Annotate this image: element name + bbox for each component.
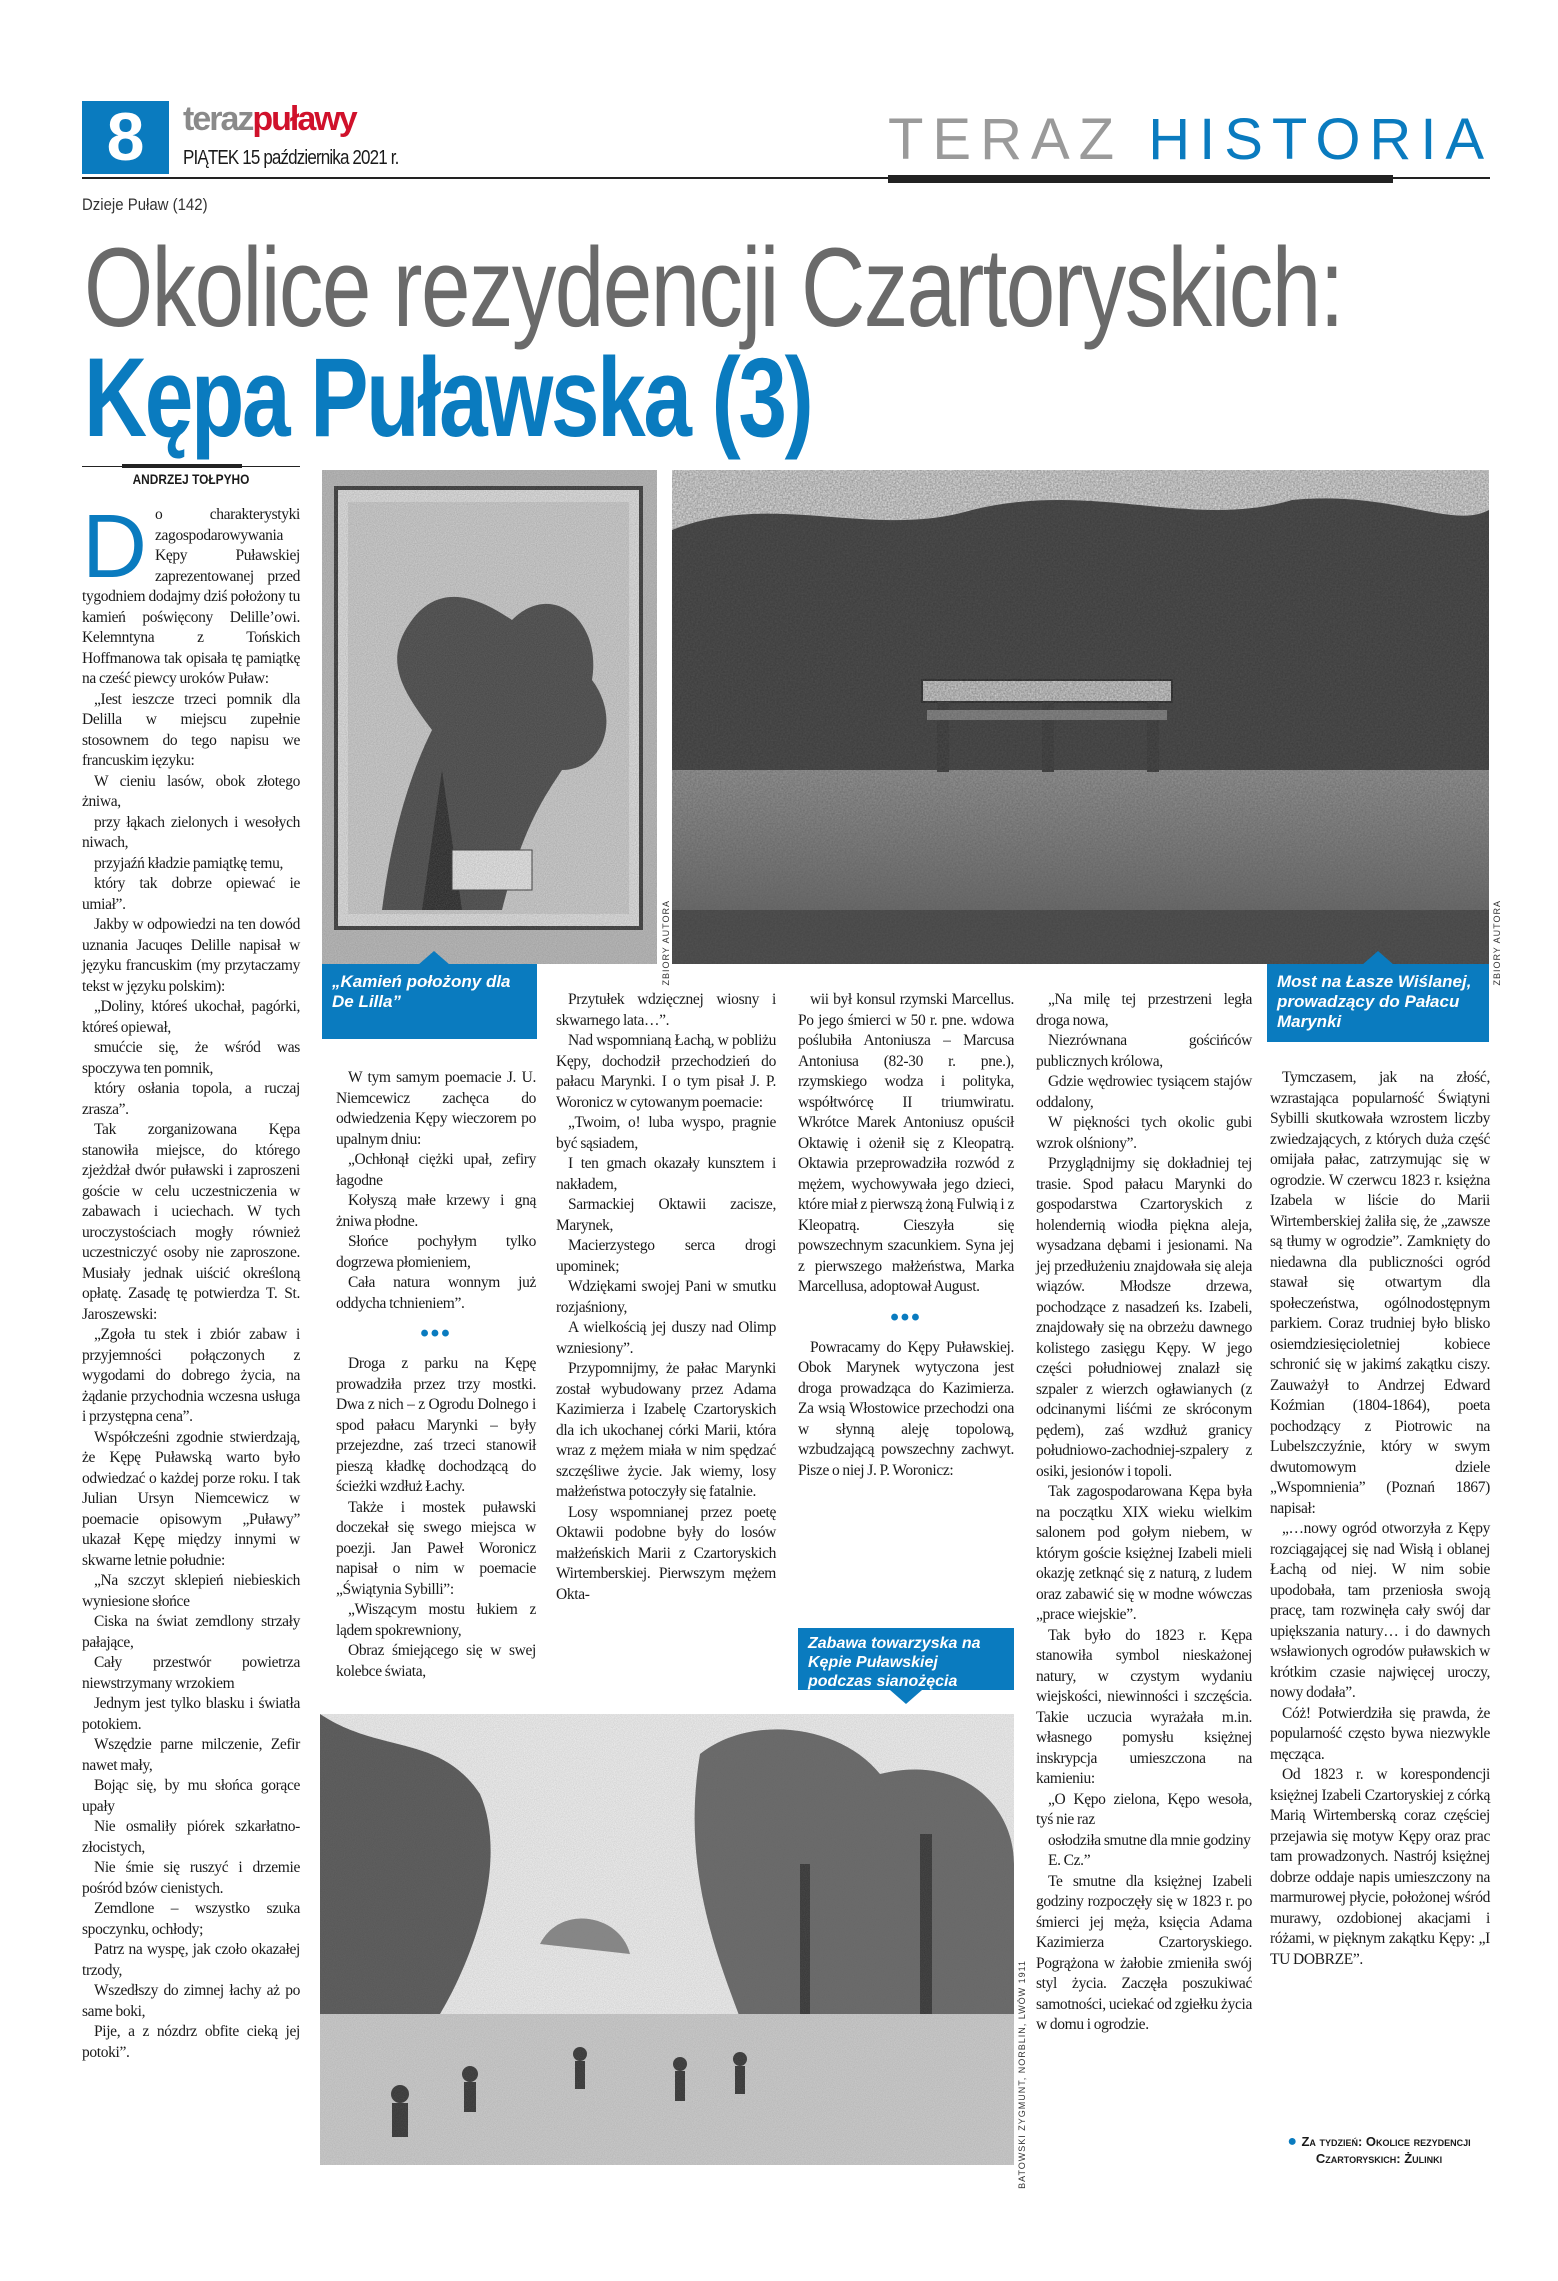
article-paragraph: przy łąkach zielonych i wesołych niwach, bbox=[82, 813, 300, 851]
article-paragraph: Wszędzie parne milczenie, Zefir nawet mały, bbox=[82, 1736, 300, 1774]
engraving-image bbox=[320, 1714, 1014, 2165]
article-paragraph: smućcie się, że wśród was spoczywa ten pomnik, bbox=[82, 1039, 300, 1077]
photo-caption: „Kamień położony dla De Lilla” bbox=[322, 964, 537, 1039]
photo-credit: ZBIORY AUTORA bbox=[1492, 900, 1502, 986]
article-paragraph: Patrz na wyspę, jak czoło okazałej trzody, bbox=[82, 1941, 300, 1979]
article-paragraph: „Doliny, któreś ukochał, pagórki, któreś opiewał, bbox=[82, 998, 300, 1036]
article-paragraph: Nie śmie się ruszyć i drzemie pośród bzów cienistych. bbox=[82, 1859, 300, 1897]
next-week-text: Za tydzień: Okolice rezydencji Czartoryskich: Żulinki bbox=[1301, 2134, 1471, 2166]
article-paragraph: Nie osmaliły piórek szkarłatno-złocistych, bbox=[82, 1818, 300, 1856]
section-separator: ••• bbox=[420, 1320, 452, 1347]
article-paragraph: który osłania topola, a ruczaj zrasza”. bbox=[82, 1080, 300, 1118]
headline-line1: Okolice rezydencji Czartoryskich: bbox=[84, 225, 1343, 350]
article-paragraph: Cóż! Potwierdziła się prawda, że popularność często bywa niezwykle męcząca. bbox=[1270, 1704, 1490, 1763]
article-paragraph: Ciska na świat zemdlony strzały pałające, bbox=[82, 1613, 300, 1651]
article-paragraph: Tak było do 1823 r. Kępa stanowiła symbol nieskażonej natury, w czystym wydaniu wiejskości, niewinności i szczęścia. Takie uczucia wyrażała m.in. własnego pomysłu księżnej inskrypcja umieszczona na kamieniu: bbox=[1036, 1626, 1252, 1787]
next-week-teaser bbox=[1268, 2133, 1490, 2167]
article-paragraph: Nad wspomnianą Łachą, w pobliżu Kępy, dochodził przechodzień do pałacu Marynki. I o tym pisał J. P. Woronicz w cytowanym poemacie: bbox=[556, 1032, 776, 1111]
article-paragraph: Powracamy do Kępy Puławskiej. Obok Marynek wytyczona jest droga prowadząca do Kazimierza. Za wsią Włostowice przechodzi ona w słynną aleję topolową, wzbudzającą powszechny zachwyt. Pisze o niej J. P. Woronicz: bbox=[798, 1338, 1014, 1479]
section-part1: TERAZ bbox=[888, 107, 1124, 172]
article-paragraph: „Ochłonął ciężki upał, zefiry łagodne bbox=[336, 1151, 536, 1189]
issue-date: PIĄTEK 15 października 2021 r. bbox=[183, 147, 399, 169]
article-paragraph: Tymczasem, jak na złość, wzrastająca popularność Świątyni Sybilli skutkowała wzrostem liczby zwiedzających, z których duża część omijała pałac, zatrzymując się w ogrodzie. W czerwcu 1823 r. księżna Izabela w liście do Marii Wirtemberskiej żaliła się, że „zawsze są tłumy w ogrodzie”. Zamknięty do niedawna dla publiczności ogród stawał się otwartym dla społeczeństwa, ogólnodostępnym parkiem. Coraz trudniej było blisko osiemdziesięcioletniej kobiece schronić się w jakimś zakątku ciszy. Zauważył to Andrzej Edward Koźmian (1804-1864), poeta pochodzący z Piotrowic na Lubelszczyźnie, który w swym dwutomowym dziele „Wspomnienia” (Poznań 1867) napisał: bbox=[1270, 1069, 1490, 1517]
article-column-5 bbox=[1036, 990, 1252, 2036]
article-paragraph: Także i mostek puławski doczekał się swego miejsca w poezji. Jan Paweł Woronicz napisał o nim w poemacie „Świątynia Sybilli”: bbox=[336, 1498, 536, 1598]
article-paragraph: „Wiszącym mostu łukiem z lądem spokrewniony, bbox=[336, 1601, 536, 1639]
bridge-image bbox=[672, 470, 1489, 964]
article-paragraph: W cieniu lasów, obok złotego żniwa, bbox=[82, 772, 300, 810]
article-paragraph: Słońce pochyłym tylko dogrzewa płomieniem, bbox=[336, 1233, 536, 1271]
page-number: 8 bbox=[82, 101, 169, 174]
article-paragraph: Obraz śmiejącego się w swej kolebce świata, bbox=[336, 1642, 536, 1680]
article-paragraph: „Twoim, o! luba wyspo, pragnie być sąsiadem, bbox=[556, 1114, 776, 1152]
article-paragraph: W tym samym poemacie J. U. Niemcewicz zachęca do odwiedzenia Kępy wieczorem po upalnym dniu: bbox=[336, 1069, 536, 1148]
article-paragraph: Te smutne dla księżnej Izabeli godziny rozpoczęły się w 1823 r. po śmierci jej męża, księcia Adama Kazimierza Czartoryskiego. Pogrążona w żałobie zmieniła swój styl życia. Zaczęła poszukiwać samotności, uciekać od zgiełku życia w domu i ogrodzie. bbox=[1036, 1872, 1252, 2033]
article-paragraph: Bojąc się, by mu słońca gorące upały bbox=[82, 1777, 300, 1815]
brand-part1: teraz bbox=[183, 100, 253, 138]
article-paragraph: Wdziękami swojej Pani w smutku rozjaśniony, bbox=[556, 1278, 776, 1316]
article-paragraph: przyjaźń kładzie pamiątkę temu, bbox=[94, 854, 284, 872]
article-paragraph: Niezrównana gościńców publicznych królowa, bbox=[1036, 1032, 1252, 1070]
article-paragraph: który tak dobrze opiewać ie umiał”. bbox=[82, 875, 300, 913]
bullet-icon: ● bbox=[1287, 2133, 1302, 2150]
article-paragraph: „O Kępo zielona, Kępo wesoła, tyś nie raz bbox=[1036, 1790, 1252, 1828]
series-label: Dzieje Puław (142) bbox=[82, 195, 208, 214]
section-separator: ••• bbox=[890, 1303, 922, 1331]
article-paragraph: Droga z parku na Kępę prowadziła przez trzy mostki. Dwa z nich – z Ogrodu Dolnego i spod pałacu Marynki – były przejezdne, zaś trzeci stanowił pieszą kładkę dochodzącą do ścieżki wzdłuż Łachy. bbox=[336, 1355, 536, 1495]
article-column-3 bbox=[556, 990, 776, 1605]
article-paragraph: wii był konsul rzymski Marcellus. Po jego śmierci w 50 r. pne. wdowa poślubiła Antoniusza – Marcusa Antoniusa (82-30 r. pne.), rzymskiego wodza i polityka, współtwórcę II triumwiratu. Wkrótce Marek Antoniusz opuścił Oktawię i ożenił się z Kleopatrą. Oktawia przeprowadziła rozwód z mężem, wychowywała jego dzieci, które miał z pierwszą żoną Fulwią i z Kleopatrą. Cieszyła się powszechnym szacunkiem. Syna jej z pierwszego małżeństwa, Marka Marcellusa, adoptował August. bbox=[798, 991, 1014, 1295]
caption-pointer bbox=[1362, 951, 1394, 965]
brand-logo bbox=[183, 100, 356, 139]
article-paragraph: Cała natura wonnym już oddycha tchnieniem”. bbox=[336, 1274, 536, 1312]
article-paragraph: Od 1823 r. w korespondencji księżnej Izabeli Czartoryskiej z córką Marią Wirtemberską coraz częściej przejawia się motyw Kępy oraz prac tam prowadzonych. Nastrój księżnej dobrze oddaje napis umieszczony na marmurowej płycie, położonej wśród murawy, ozdobionej akacjami i różami, w pięknym zakątku Kępy: „I TU DOBRZE”. bbox=[1270, 1766, 1490, 1968]
article-column-6 bbox=[1270, 1068, 1490, 1970]
section-title bbox=[888, 106, 1493, 173]
article-paragraph: Współcześni zgodnie stwierdzają, że Kępę Puławską warto było odwiedzać o każdej porze roku. I tak Julian Ursyn Niemcewicz w poemacie opisowym „Puławy” ukazał Kępę między innymi w skwarne letnie południe: bbox=[82, 1428, 300, 1569]
article-paragraph: Losy wspomnianej przez poetę Oktawii podobne były do losów małżeńskich Marii z Czartoryskich Wirtemberskiej. Pierwszym mężem Okta- bbox=[556, 1503, 776, 1603]
article-paragraph: Cały przestwór powietrza niewstrzymany wrzokiem bbox=[82, 1654, 300, 1692]
article-paragraph: Przytułek wdzięcznej wiosny i skwarnego lata…”. bbox=[556, 991, 776, 1029]
photo-delille-stone bbox=[322, 470, 657, 964]
caption-pointer bbox=[418, 951, 450, 965]
article-paragraph: Jednym jest tylko blasku i światła potokiem. bbox=[82, 1695, 300, 1733]
article-paragraph: „Na szczyt sklepień niebieskich wyniesione słońce bbox=[82, 1572, 300, 1610]
article-paragraph: Jakby w odpowiedzi na ten dowód uznania Jacuqes Delille napisał w języku francuskim (my przytaczamy tekst w języku polskim): bbox=[82, 916, 300, 995]
photo-credit: BATOWSKI ZYGMUNT, NORBLIN, LWÓW 1911 bbox=[1017, 1960, 1027, 2189]
section-part2: HISTORIA bbox=[1148, 107, 1494, 172]
article-paragraph: E. Cz.” bbox=[1048, 1852, 1091, 1869]
article-paragraph: Kołyszą małe krzewy i gną żniwa płodne. bbox=[336, 1192, 536, 1230]
article-paragraph: Zemdlone – wszystko szuka spoczynku, ochłody; bbox=[82, 1900, 300, 1938]
caption-pointer bbox=[890, 1690, 922, 1704]
article-paragraph: Tak zorganizowana Kępa stanowiła miejsce, do którego zjeżdżał dwór puławski i zaproszeni goście w celu uczestniczenia w zabawach i uciechach. W tych uroczystościach mogły również uczestniczyć osoby nie zaproszone. Musiały jednak uiścić określoną opłatę. Zasadę tę potwierdza T. St. Jaroszewski: bbox=[82, 1121, 300, 1323]
article-paragraph: A wielkością jej duszy nad Olimp wzniesiony”. bbox=[556, 1319, 776, 1357]
photo-meadow-party bbox=[320, 1714, 1014, 2165]
article-paragraph: Przypomnijmy, że pałac Marynki został wybudowany przez Adama Kazimierza i Izabelę Czartoryskich dla ich ukochanej córki Marii, która wraz z mężem miała w nim spędzać szczęśliwe życie. Jak wiemy, losy małżeństwa potoczyły się fatalnie. bbox=[556, 1360, 776, 1500]
article-column-2 bbox=[336, 1068, 536, 1682]
brand-part2: puławy bbox=[252, 100, 356, 138]
article-paragraph: Wszedłszy do zimnej łachy aż po same boki, bbox=[82, 1982, 300, 2020]
article-paragraph: Pije, a z nózdrz obfite cieką jej potoki”. bbox=[82, 2023, 300, 2061]
photo-caption: Zabawa towarzyska na Kępie Puławskiej podczas sianożęcia bbox=[798, 1628, 1014, 1690]
headline-line2: Kępa Puławska (3) bbox=[84, 335, 812, 460]
section-underline bbox=[888, 175, 1393, 183]
article-paragraph: o charakterystyki zagospodarowywania Kępy Puławskiej zaprezentowanej przed tygodniem dodajmy dziś położony tu kamień poświęcony Delille’owi. Kelemntyna z Tońskich Hoffmanowa tak opisała tę pamiątkę na cześć piewcy uroków Puław: bbox=[82, 506, 300, 687]
article-paragraph: I ten gmach okazały kunsztem i nakładem, bbox=[556, 1155, 776, 1193]
article-column-4 bbox=[798, 990, 1014, 1481]
article-paragraph: osłodziła smutne dla mnie godziny bbox=[1048, 1831, 1251, 1849]
engraving-image bbox=[322, 470, 657, 964]
article-paragraph: „…nowy ogród otworzyła z Kępy rozciągającej się nad Wisłą i oblanej Łachą od niej. W nim sobie upodobała, tam przeniosła swoją pracę, tam rozwinęła cały swój dar upiększania natury… i do dawnych wsławionych ogrodów puławskich w krótkim czasie najwięcej uroczy, nowy dodała”. bbox=[1270, 1520, 1490, 1701]
photo-bridge bbox=[672, 470, 1489, 964]
article-paragraph: Gdzie wędrowiec tysiącem stajów oddalony, bbox=[1036, 1073, 1252, 1111]
photo-credit: ZBIORY AUTORA bbox=[661, 900, 671, 986]
article-paragraph: „Zgoła tu stek i zbiór zabaw i przyjemności połączonych z wygodami do dobrego życia, na żądanie przychodnia wczesna usługa i przystępna cena”. bbox=[82, 1326, 300, 1425]
article-paragraph: Macierzystego serca drogi upominek; bbox=[556, 1237, 776, 1275]
article-column-1 bbox=[82, 497, 300, 2063]
article-paragraph: „Iest ieszcze trzeci pomnik dla Delilla w miejscu zupełnie stosownem do tego napisu we francuskim ięzyku: bbox=[82, 690, 300, 769]
photo-caption: Most na Łasze Wiślanej, prowadzący do Pałacu Marynki bbox=[1267, 964, 1489, 1042]
article-paragraph: Przyglądnijmy się dokładniej tej trasie. Spod pałacu Marynki do gospodarstwa Czartoryskich z holendernią wiodła piękna aleja, wysadzana dębami i jesionami. Na jej przedłużeniu znajdowała się aleja wiązów. Młodsze drzewa, pochodzące z nasadzeń ks. Izabeli, znajdowały się na obrzeżu dawnego kolistego zasięgu Kępy. W jego części południowej znalazł się szpaler z wierzch ogławianych (z odcinanymi liśćmi ze skróconym pędem), zaś wzdłuż granicy południowo-zachodniej-szpalery z osiki, jesionów i topoli. bbox=[1036, 1155, 1252, 1480]
drop-cap: D bbox=[82, 497, 147, 597]
author-byline: ANDRZEJ TOŁPYHO bbox=[132, 471, 250, 487]
article-paragraph: „Na milę tej przestrzeni legła droga nowa, bbox=[1036, 991, 1252, 1029]
author-rule-accent bbox=[122, 464, 242, 468]
article-paragraph: W piękności tych okolic gubi wzrok olśniony”. bbox=[1036, 1114, 1252, 1152]
article-paragraph: Tak zagospodarowana Kępa była na początku XIX wieku wielkim salonem pod gołym niebem, w którym goście księżnej Izabeli mieli okazję zetknąć się z naturą, z ludem oraz zabawić się w modne wówczas „prace wiejskie”. bbox=[1036, 1483, 1252, 1623]
article-paragraph: Sarmackiej Oktawii zacisze, Marynek, bbox=[556, 1196, 776, 1234]
